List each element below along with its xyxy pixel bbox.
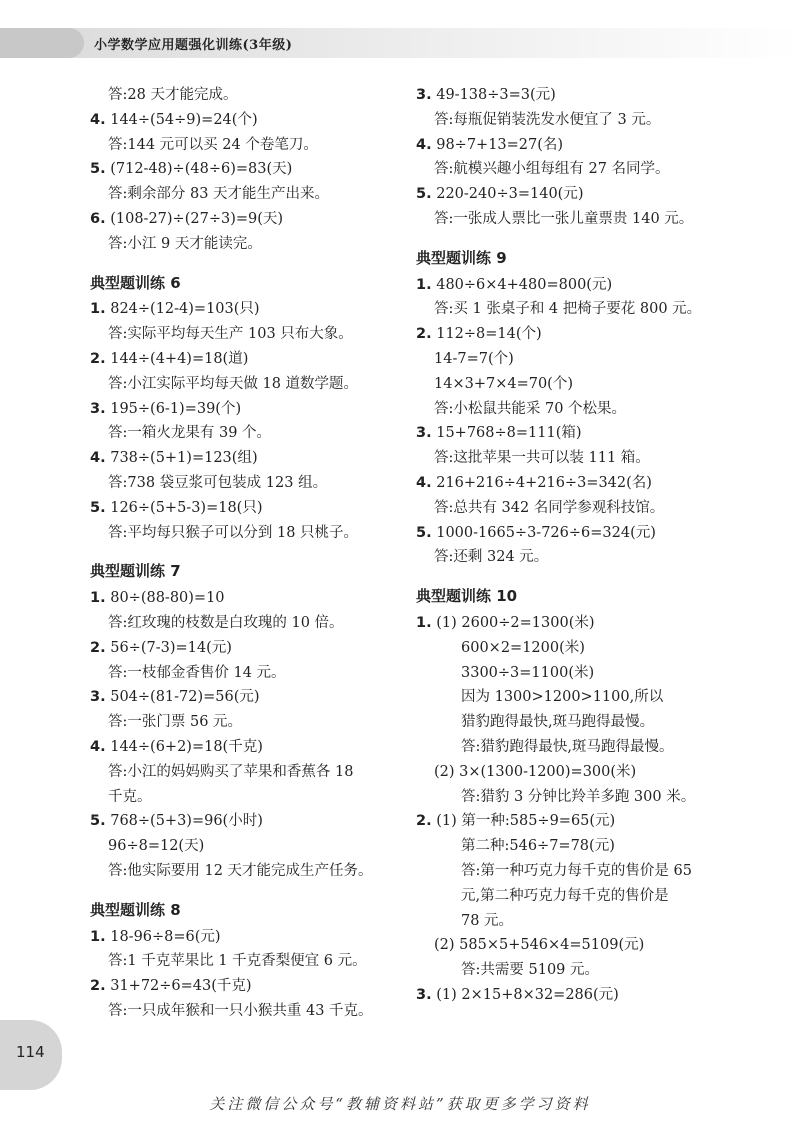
equation-text: 15+768÷8=111(箱) <box>436 425 582 442</box>
answer-line: 96÷8=12(天) <box>108 838 205 855</box>
problem-line <box>416 83 726 108</box>
part-line: (2) 3×(1300-1200)=300(米) <box>434 763 637 780</box>
answer-line: 答:一枝郁金香售价 14 元。 <box>108 664 286 681</box>
equation-text: (1) 2600÷2=1300(米) <box>436 614 595 631</box>
equation-text: 1000-1665÷3-726÷6=324(元) <box>436 524 656 541</box>
sub-answer-line: 78 元。 <box>461 912 514 929</box>
answer-line: 答:每瓶促销装洗发水便宜了 3 元。 <box>434 111 661 128</box>
problem-line <box>90 108 390 133</box>
problem-number: 2. <box>416 813 432 830</box>
equation-text: 31+72÷6=43(千克) <box>110 978 252 995</box>
problem-line <box>416 421 726 446</box>
answer-line: 答:一张门票 56 元。 <box>108 714 243 731</box>
problem-number: 3. <box>416 425 432 442</box>
equation-text: (712-48)÷(48÷6)=83(天) <box>110 161 293 178</box>
answer-line: 答:28 天才能完成。 <box>108 87 238 103</box>
equation-text: 824÷(12-4)=103(只) <box>110 301 260 318</box>
problem-number: 5. <box>90 161 106 178</box>
page-number: 114 <box>16 1043 45 1061</box>
answer-line: 答:实际平均每天生产 103 只布大象。 <box>108 326 353 343</box>
answer-line: 答:买 1 张桌子和 4 把椅子要花 800 元。 <box>434 301 702 318</box>
equation-text: 112÷8=14(个) <box>436 326 542 343</box>
answer-line: 答:一张成人票比一张儿童票贵 140 元。 <box>434 210 694 227</box>
problem-number: 5. <box>90 499 106 516</box>
equation-text: 98÷7+13=27(名) <box>436 136 564 153</box>
equation-text: 738÷(5+1)=123(组) <box>110 450 258 467</box>
equation-text: 56÷(7-3)=14(元) <box>110 639 232 656</box>
answer-line: 答:小江的妈妈购买了苹果和香蕉各 18 <box>108 763 354 780</box>
section-title: 典型题训练 7 <box>90 562 181 581</box>
problem-line <box>416 273 726 298</box>
problem-line <box>416 471 726 496</box>
sub-answer-line: 元,第二种巧克力每千克的售价是 <box>461 887 669 904</box>
answer-line: 答:他实际要用 12 天才能完成生产任务。 <box>108 862 373 879</box>
problem-line <box>90 157 390 182</box>
problem-line <box>90 809 390 834</box>
answer-line: 答:1 千克苹果比 1 千克香梨便宜 6 元。 <box>108 953 367 970</box>
equation-text: 195÷(6-1)=39(个) <box>110 400 242 417</box>
equation-text: 480÷6×4+480=800(元) <box>436 276 613 293</box>
answer-line: 答:航模兴趣小组每组有 27 名同学。 <box>434 161 670 178</box>
section-title: 典型题训练 10 <box>416 587 518 606</box>
problem-line <box>416 809 726 834</box>
answer-line: 答:一箱火龙果有 39 个。 <box>108 425 272 442</box>
equation-text: 49-138÷3=3(元) <box>436 87 556 103</box>
section-title: 典型题训练 9 <box>416 248 507 267</box>
answer-line: 答:这批苹果一共可以装 111 箱。 <box>434 450 650 467</box>
problem-number: 6. <box>90 210 106 227</box>
equation-text: 144÷(6+2)=18(千克) <box>110 738 263 755</box>
problem-line <box>90 735 390 760</box>
problem-line <box>90 347 390 372</box>
problem-line <box>416 611 726 636</box>
section-title: 典型题训练 6 <box>90 273 181 292</box>
answer-line: 答:平均每只猴子可以分到 18 只桃子。 <box>108 524 359 541</box>
problem-line <box>90 446 390 471</box>
answer-line: 答:144 元可以买 24 个卷笔刀。 <box>108 136 318 153</box>
problem-number: 2. <box>416 326 432 343</box>
problem-line <box>90 297 390 322</box>
sub-answer-line: 600×2=1200(米) <box>461 639 585 656</box>
answer-line: 答:总共有 342 名同学参观科技馆。 <box>434 499 665 516</box>
problem-number: 4. <box>90 111 106 128</box>
answer-line: 答:738 袋豆浆可包装成 123 组。 <box>108 474 328 491</box>
problem-number: 1. <box>90 301 106 318</box>
answer-line: 答:红玫瑰的枝数是白玫瑰的 10 倍。 <box>108 614 344 631</box>
problem-line <box>90 496 390 521</box>
problem-line <box>90 974 390 999</box>
equation-text: 768÷(5+3)=96(小时) <box>110 813 263 830</box>
header-tab <box>0 28 84 58</box>
problem-number: 1. <box>416 276 432 293</box>
equation-text: 216+216÷4+216÷3=342(名) <box>436 474 652 491</box>
right-column <box>416 83 726 1008</box>
problem-line <box>416 521 726 546</box>
sub-answer-line: 答:第一种巧克力每千克的售价是 65 <box>461 862 692 879</box>
sub-answer-line: 答:猎豹 3 分钟比羚羊多跑 300 米。 <box>461 788 696 805</box>
problem-number: 2. <box>90 350 106 367</box>
problem-line <box>90 397 390 422</box>
problem-number: 5. <box>416 524 432 541</box>
equation-text: 504÷(81-72)=56(元) <box>110 689 260 706</box>
equation-text: (1) 2×15+8×32=286(元) <box>436 986 619 1003</box>
equation-text: (1) 第一种:585÷9=65(元) <box>436 813 616 830</box>
equation-text: 126÷(5+5-3)=18(只) <box>110 499 263 516</box>
answer-line: 答:一只成年猴和一只小猴共重 43 千克。 <box>108 1002 373 1019</box>
problem-number: 2. <box>90 978 106 995</box>
sub-answer-line: 第二种:546÷7=78(元) <box>461 838 615 855</box>
section-title: 典型题训练 8 <box>90 900 181 919</box>
equation-text: 220-240÷3=140(元) <box>436 186 584 203</box>
problem-number: 1. <box>416 614 432 631</box>
equation-text: 144÷(54÷9)=24(个) <box>110 111 258 128</box>
problem-number: 3. <box>90 689 106 706</box>
answer-line: 答:小松鼠共能采 70 个松果。 <box>434 400 627 417</box>
equation-text: 144÷(4+4)=18(道) <box>110 350 249 367</box>
left-column <box>90 83 390 1024</box>
problem-line <box>90 685 390 710</box>
problem-line <box>90 636 390 661</box>
problem-number: 4. <box>416 474 432 491</box>
footer-note: 关注微信公众号“教辅资料站”获取更多学习资料 <box>209 1095 591 1113</box>
answer-line: 答:剩余部分 83 天才能生产出来。 <box>108 186 330 203</box>
problem-number: 4. <box>90 738 106 755</box>
problem-line <box>90 925 390 950</box>
sub-answer-line: 因为 1300>1200>1100,所以 <box>461 689 664 706</box>
equation-text: (108-27)÷(27÷3)=9(天) <box>110 210 284 227</box>
answer-line: 答:小江 9 天才能读完。 <box>108 235 262 252</box>
answer-line: 答:小江实际平均每天做 18 道数学题。 <box>108 375 359 392</box>
answer-line: 14×3+7×4=70(个) <box>434 375 573 392</box>
problem-number: 4. <box>90 450 106 467</box>
problem-number: 3. <box>90 400 106 417</box>
answer-line: 答:还剩 324 元。 <box>434 549 549 566</box>
problem-line <box>90 207 390 232</box>
problem-number: 5. <box>90 813 106 830</box>
problem-line <box>416 133 726 158</box>
problem-line <box>90 586 390 611</box>
equation-text: 18-96÷8=6(元) <box>110 928 221 945</box>
problem-line <box>416 322 726 347</box>
problem-number: 3. <box>416 986 432 1003</box>
problem-number: 2. <box>90 639 106 656</box>
problem-number: 1. <box>90 928 106 945</box>
part-line: (2) 585×5+546×4=5109(元) <box>434 937 645 954</box>
sub-answer-line: 猎豹跑得最快,斑马跑得最慢。 <box>461 714 655 731</box>
equation-text: 80÷(88-80)=10 <box>110 590 225 607</box>
sub-answer-line: 3300÷3=1100(米) <box>461 664 595 681</box>
problem-number: 4. <box>416 136 432 153</box>
problem-line <box>416 983 726 1008</box>
book-title: 小学数学应用题强化训练(3年级) <box>94 38 293 53</box>
answer-line: 千克。 <box>108 788 152 805</box>
problem-number: 1. <box>90 590 106 607</box>
answer-line: 14-7=7(个) <box>434 350 514 367</box>
problem-number: 3. <box>416 87 432 103</box>
sub-answer-line: 答:共需要 5109 元。 <box>461 962 600 979</box>
sub-answer-line: 答:猎豹跑得最快,斑马跑得最慢。 <box>461 738 674 755</box>
problem-number: 5. <box>416 186 432 203</box>
problem-line <box>416 182 726 207</box>
